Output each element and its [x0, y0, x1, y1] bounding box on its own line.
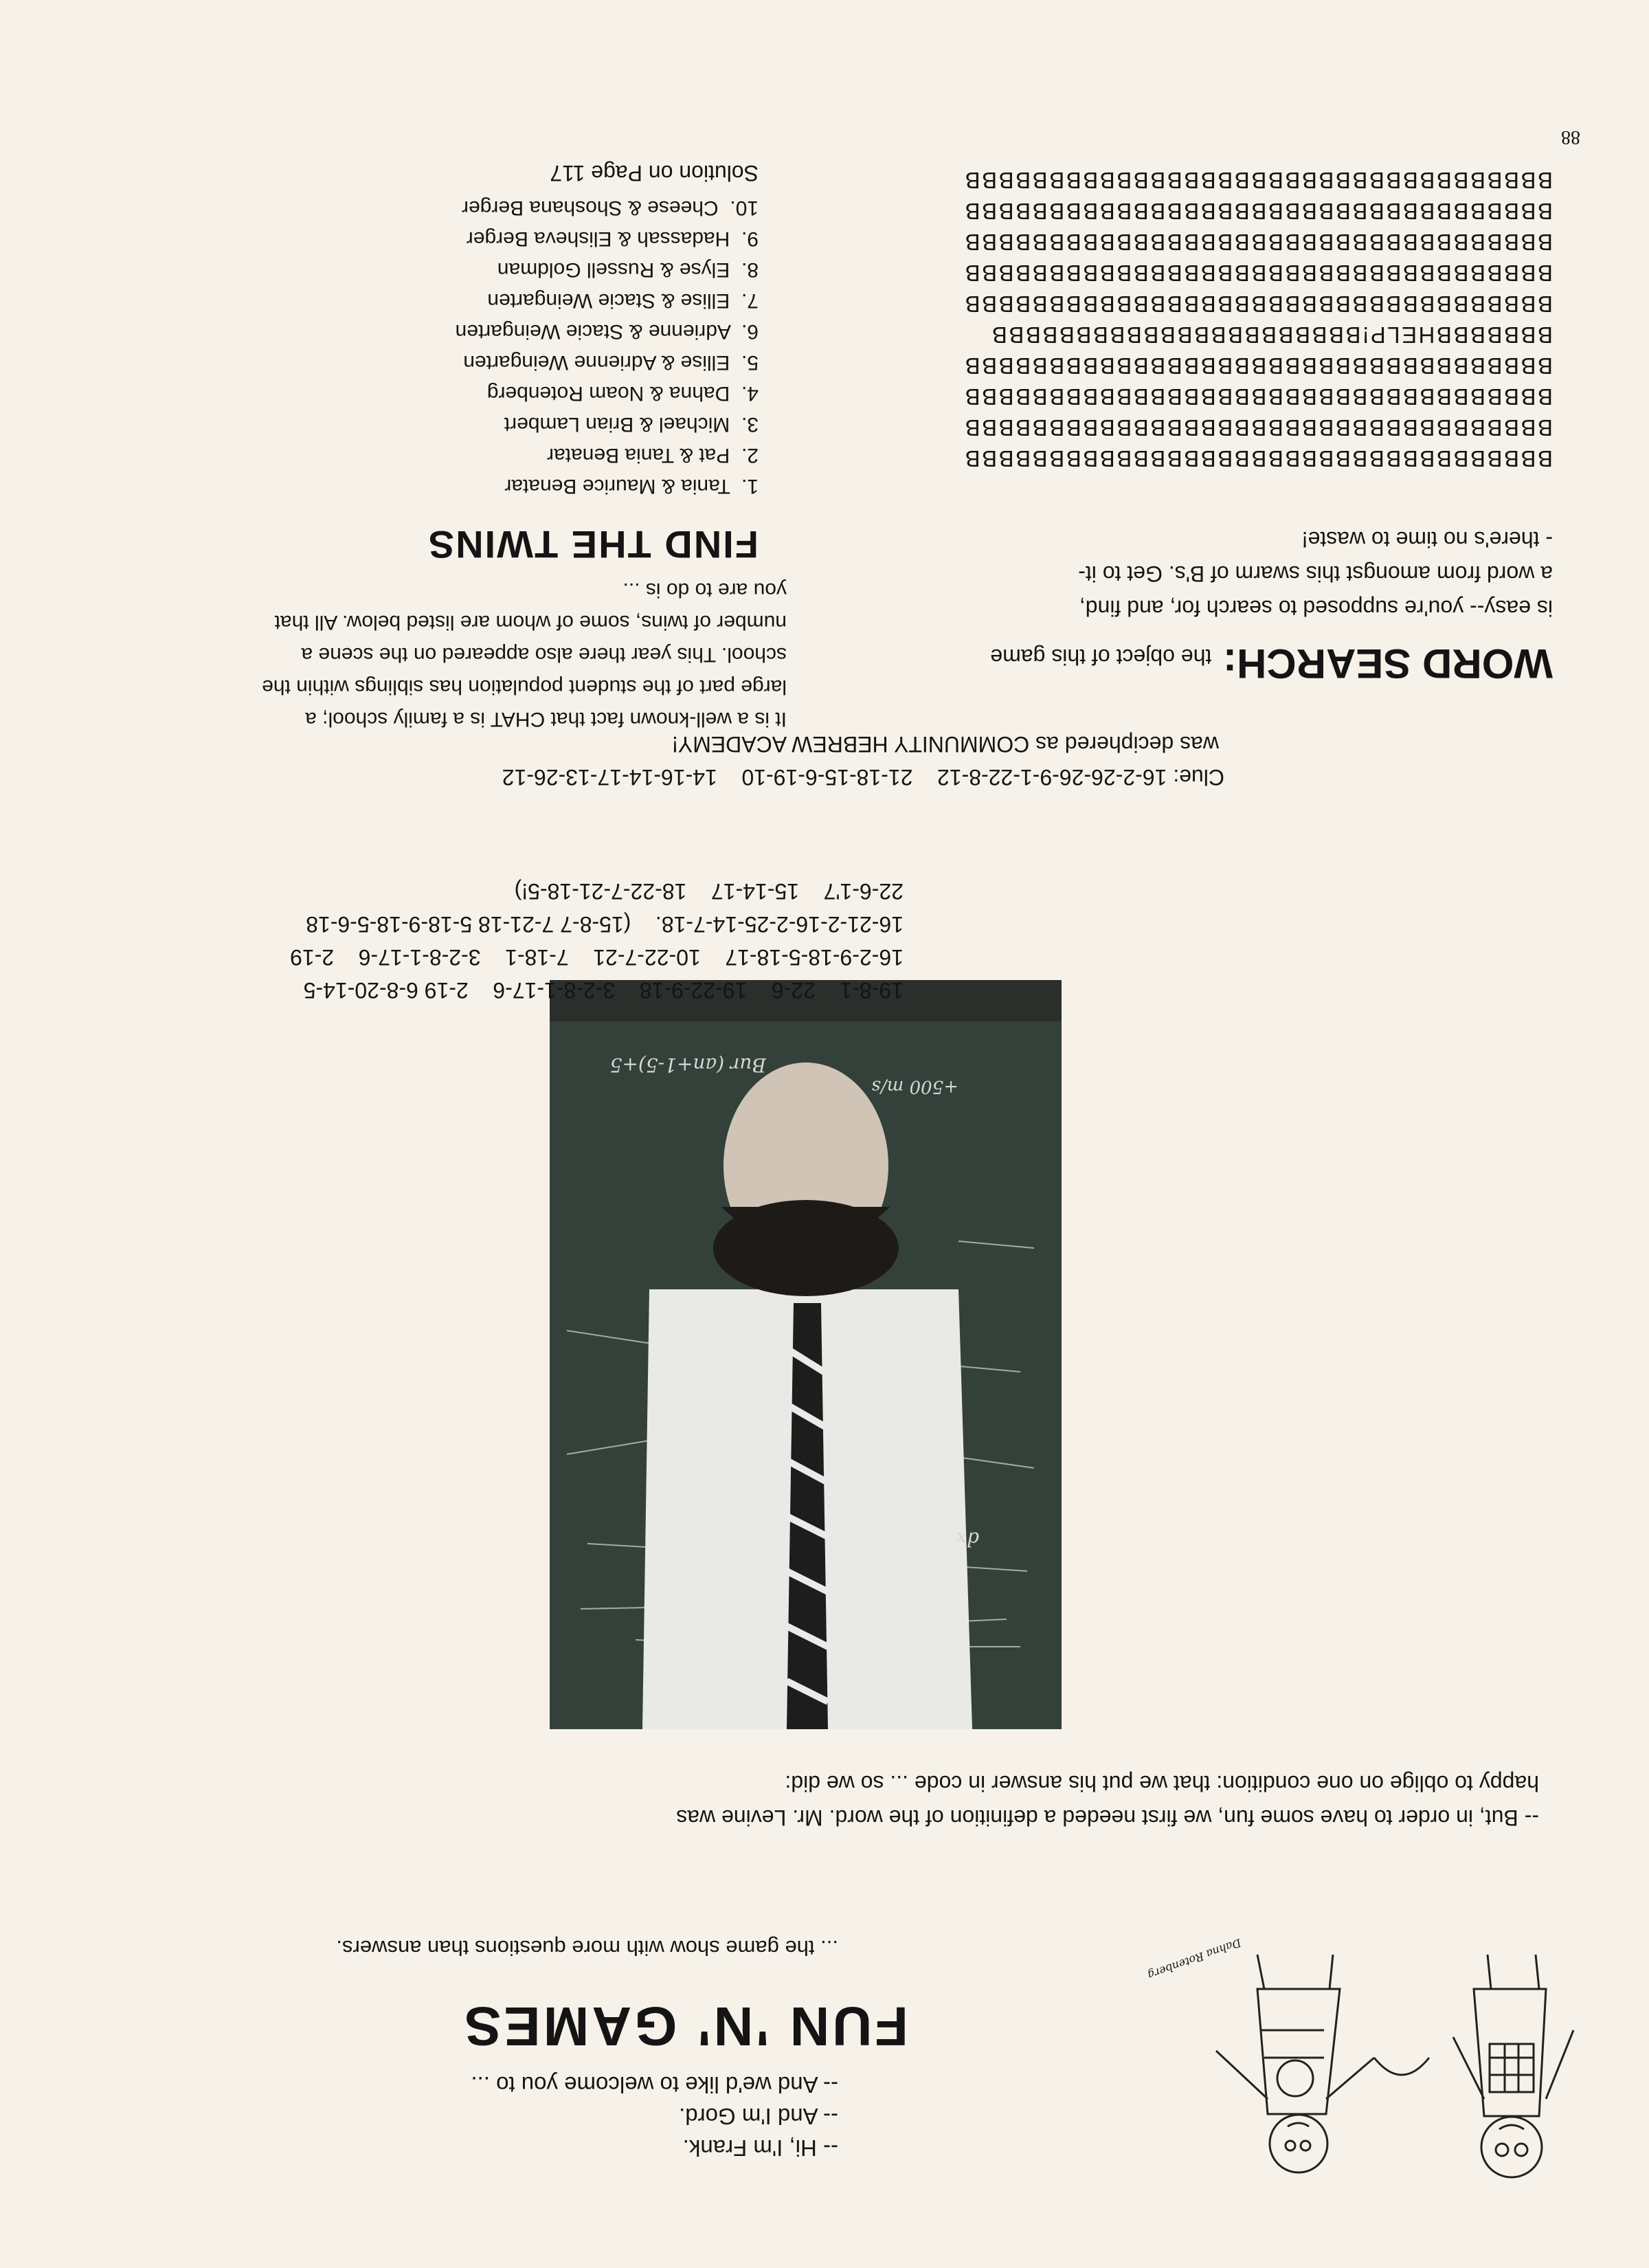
frank-and-gord-cartoon — [1182, 1948, 1587, 2195]
page-number: 88 — [1561, 126, 1580, 148]
page-subtitle: ... the game show with more questions than answers. — [336, 1936, 838, 1960]
list-item: 3. Michael & Brian Lambert — [504, 413, 759, 436]
grid-row: BBBBBBBBBBBBBBBBBBBBBBBBBBBBBBBBBBB — [963, 230, 1553, 255]
word-search-title — [990, 640, 1553, 687]
intro-line: -- Hi, I'm Frank. — [682, 2135, 838, 2161]
teacher-photo-drawing — [550, 980, 1062, 1729]
list-item: 2. Pat & Tania Benatar — [547, 444, 759, 467]
clue-line: was deciphered as COMMUNITY HEBREW ACADEMY! — [671, 732, 1219, 757]
definition-paragraph — [124, 1766, 1539, 1835]
list-item: 8. Elyse & Russell Goldman — [497, 258, 759, 281]
grid-row: BBBBBBBBBBBBBBBBBBBBBBBBBBBBBBBBBBB — [963, 384, 1553, 410]
twins-list — [456, 192, 759, 502]
word-search-line: a word from amongst this swarm of B's. Get to it- — [1078, 562, 1553, 586]
clue-line: Clue: 16-2-26-26-9-1-22-8-12 21-18-15-6-19-10 14-16-14-17-13-26-12 — [502, 765, 1224, 790]
find-the-twins-title: FIND THE TWINS — [427, 523, 759, 566]
word-search-grid — [963, 165, 1553, 474]
intro-dialogue — [471, 2069, 838, 2164]
paragraph-line: happy to oblige on one condition: that we put his answer in code ... so we did: — [785, 1771, 1539, 1796]
teacher-photo — [550, 980, 1062, 1729]
coded-definition — [290, 875, 904, 1007]
page-title: FUN 'N' GAMES — [461, 1996, 908, 2057]
list-item: 4. Dahna & Noam Rotenberg — [486, 382, 759, 405]
twins-line: large part of the student population has siblings within the — [262, 676, 787, 698]
blackboard-writing: +500 m/s — [871, 1076, 958, 1097]
grid-row: BBBBBBBHELP!BBBBBBBBBBBBBBBBBBBBBB — [990, 322, 1553, 348]
artist-signature: Dahna Rotenberg — [1145, 1936, 1243, 1982]
grid-row: BBBBBBBBBBBBBBBBBBBBBBBBBBBBBBBBBBB — [963, 199, 1553, 224]
list-item: 6. Adrienne & Stacie Weingarten — [455, 320, 759, 343]
word-search-lead: the object of this game — [990, 645, 1212, 669]
twins-description — [72, 574, 787, 735]
code-line: 16-21-2-16-2-25-14-7-18. (15-8-7 7-21-18 5-18-9-18-5-6-18 — [306, 912, 904, 937]
grid-row: BBBBBBBBBBBBBBBBBBBBBBBBBBBBBBBBBBB — [963, 260, 1553, 286]
code-line: 19-8-1 22-6 19-22-9-18 3-2-8-1-17-6 2-19 6-8-20-14-5 — [303, 978, 904, 1003]
word-search-line: - there's no time to waste! — [1301, 527, 1553, 552]
list-item: 10. Cheese & Shoshana Berger — [462, 197, 759, 219]
solution-note: Solution on Page 117 — [550, 161, 759, 186]
grid-row: BBBBBBBBBBBBBBBBBBBBBBBBBBBBBBBBBBB — [963, 291, 1553, 317]
twins-line: It is a well-known fact that CHAT is a family school; a — [305, 708, 787, 731]
grid-row: BBBBBBBBBBBBBBBBBBBBBBBBBBBBBBBBBBB — [963, 353, 1553, 379]
list-item: 7. Ellise & Stacie Weingarten — [487, 289, 759, 312]
list-item: 9. Hadassah & Elisheva Berger — [466, 227, 759, 250]
code-line: 22-6-1'7 15-14-17 18-22-7-21-18-5!) — [514, 879, 904, 904]
intro-line: -- And I'm Gord. — [679, 2104, 838, 2129]
word-search-heading: WORD SEARCH: — [1223, 641, 1553, 687]
grid-row: BBBBBBBBBBBBBBBBBBBBBBBBBBBBBBBBBBB — [963, 168, 1553, 193]
twins-line: number of twins, some of whom are listed below. All that — [274, 611, 787, 634]
code-clue — [153, 728, 1224, 794]
intro-line: -- And we'd like to welcome you to ... — [471, 2072, 838, 2098]
list-item: 1. Tania & Maurice Benatar — [504, 475, 759, 498]
grid-row: BBBBBBBBBBBBBBBBBBBBBBBBBBBBBBBBBBB — [963, 415, 1553, 441]
blackboard-writing: Bur (an+1-5)+5 — [609, 1054, 766, 1076]
list-item: 5. Ellise & Adrienne Weingarten — [463, 351, 759, 374]
word-search-description — [866, 522, 1553, 625]
word-search-line: is easy-- you're supposed to search for, and find, — [1079, 596, 1553, 621]
paragraph-line: -- But, in order to have some fun, we first needed a definition of the word. Mr. Levine was — [676, 1805, 1539, 1830]
blackboard-writing: dx — [956, 1528, 979, 1550]
grid-row: BBBBBBBBBBBBBBBBBBBBBBBBBBBBBBBBBBB — [963, 446, 1553, 471]
twins-line: you are to do is ... — [622, 579, 787, 601]
code-line: 16-2-9-18-5-18-17 10-22-7-21 7-18-1 3-2-8-1-17-6 2-19 — [290, 945, 904, 970]
twins-line: school. This year there also appeared on the scene a — [301, 643, 787, 666]
